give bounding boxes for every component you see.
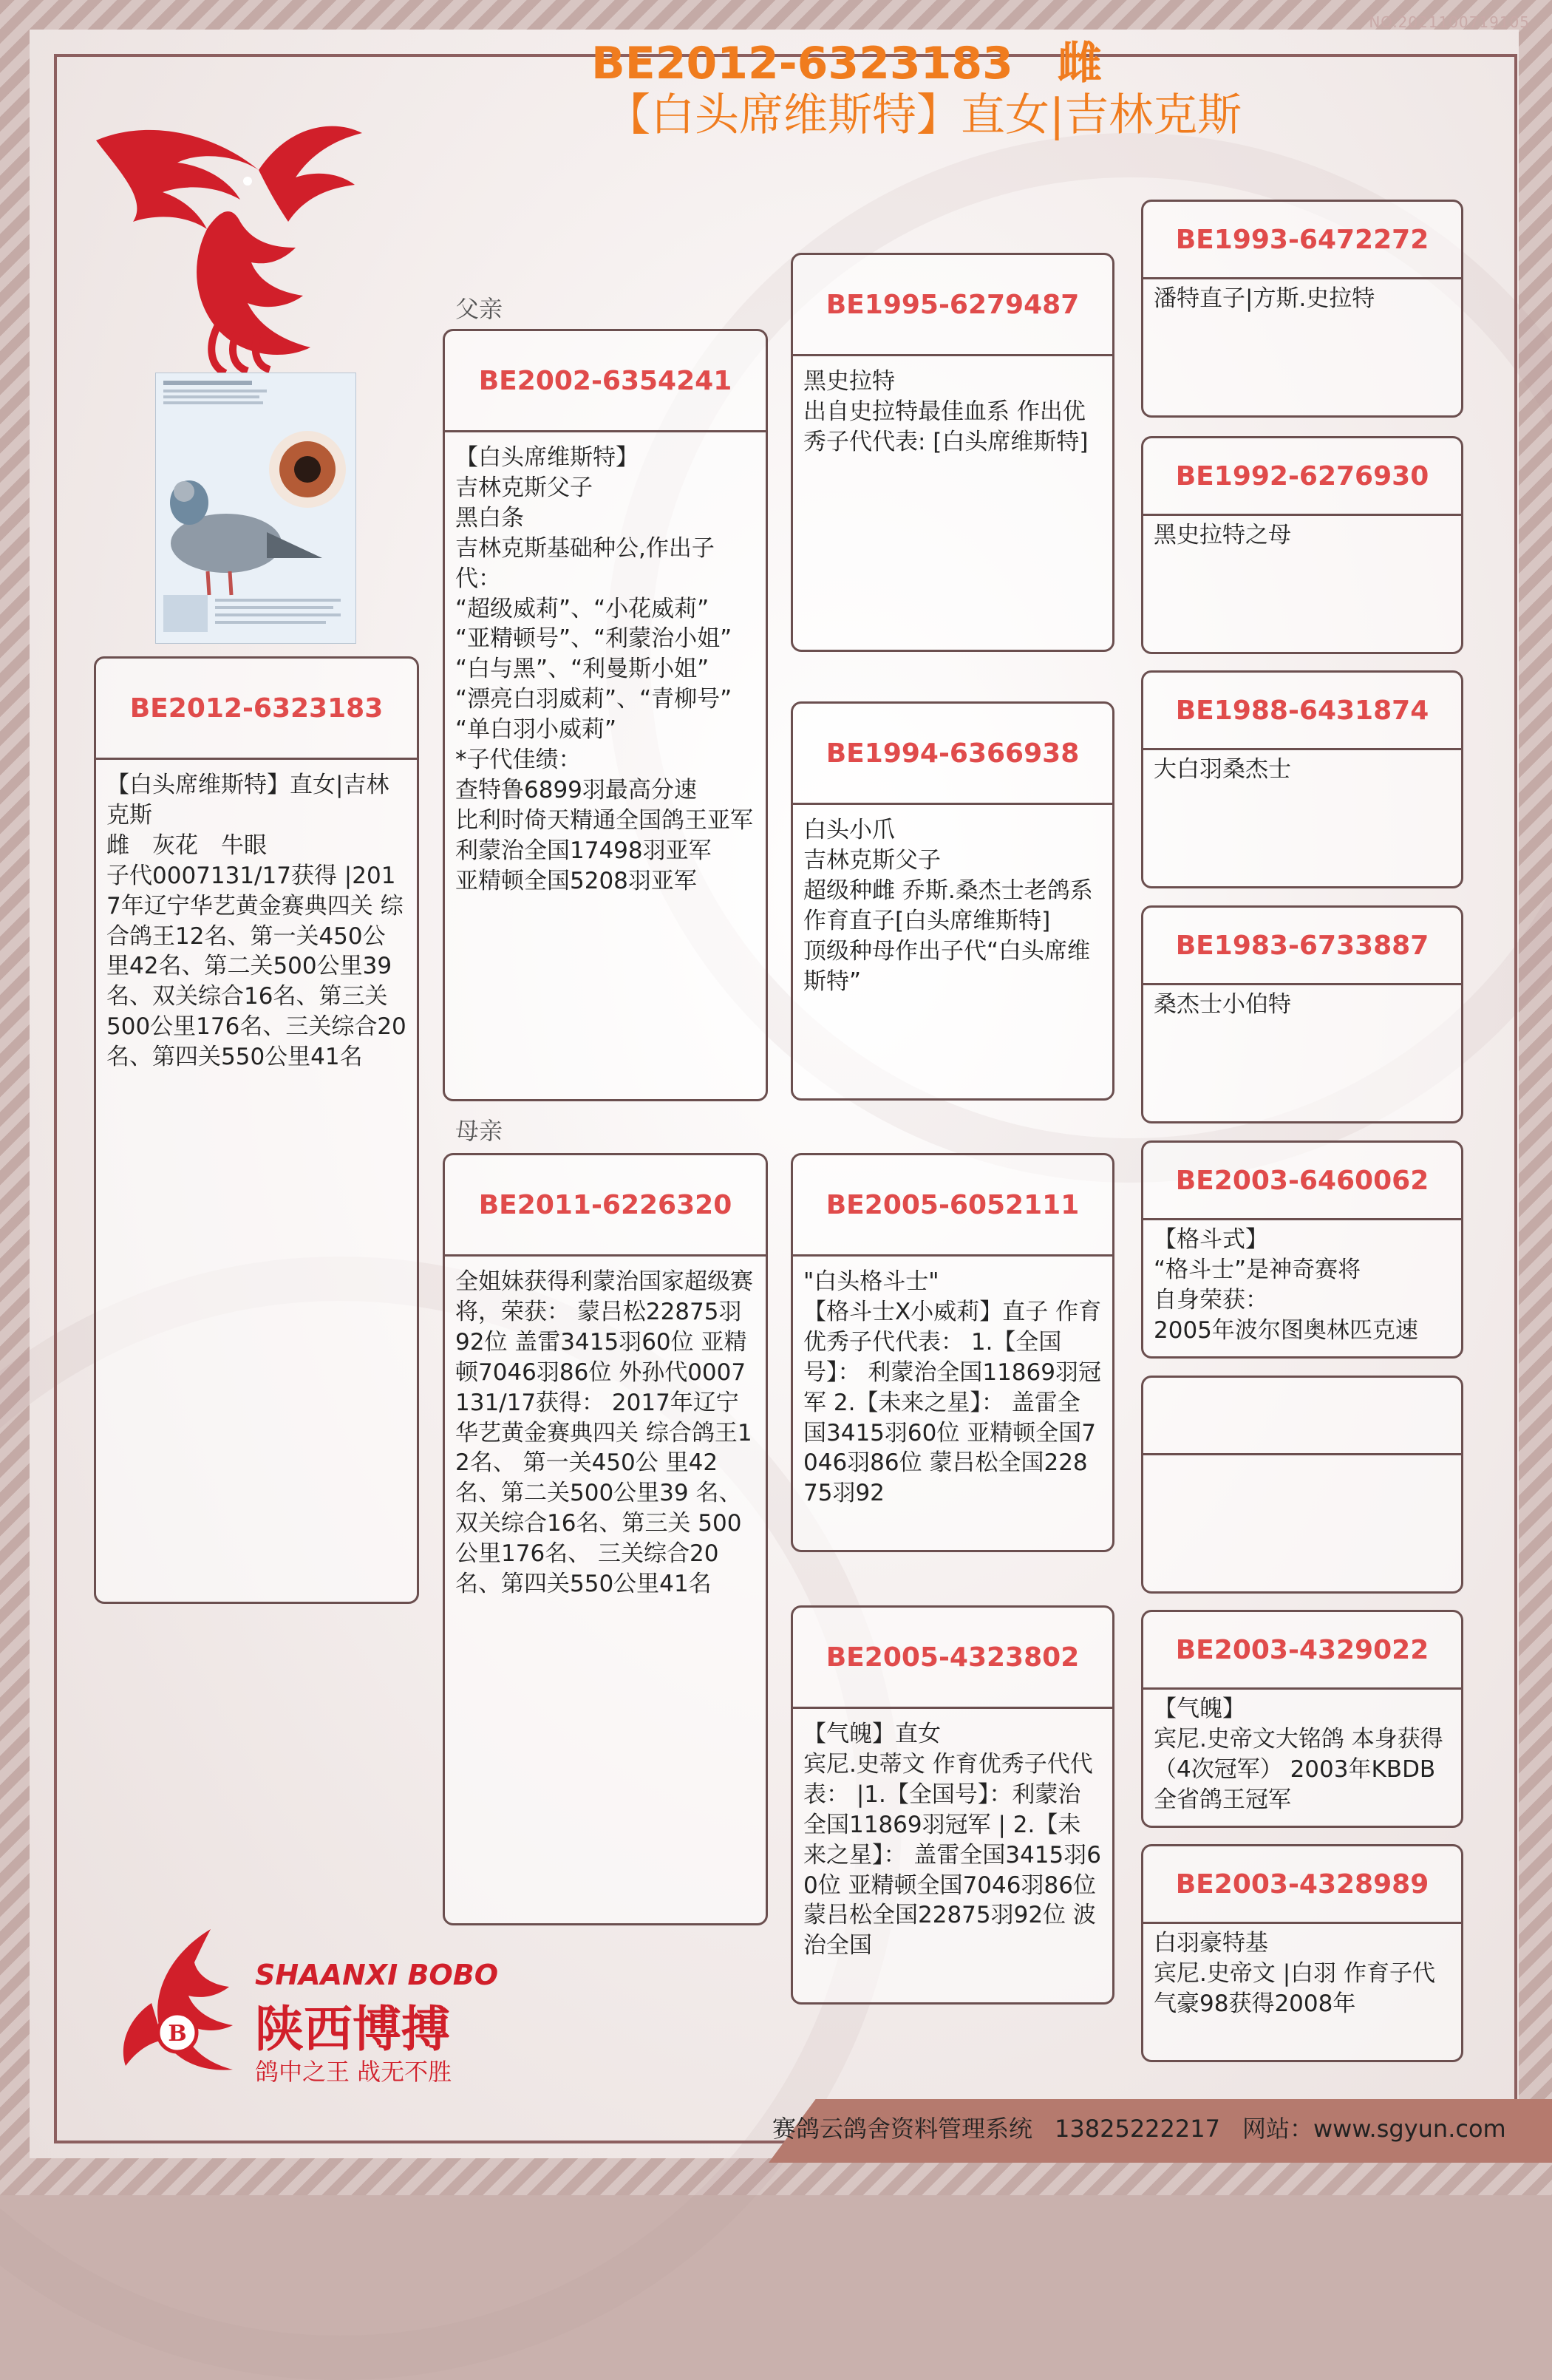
title-ring: BE2012-6323183 bbox=[591, 38, 1013, 89]
grandparent-ring: BE1995-6279487 bbox=[793, 255, 1112, 356]
grandparent-notes: 【气魄】直女 宾尼.史蒂文 作育优秀子代代表： |1.【全国号】：利蒙治全国11869羽冠军 | 2.【未来之星】： 盖雷全国3415羽60位 亚精顿全国7046羽86位 蒙吕松全国22875羽92位 波治全国 bbox=[803, 1721, 1101, 1959]
father-label: 父亲 bbox=[455, 295, 503, 323]
grandparent-notes: "白头格斗士" 【格斗士X小威莉】直子 作育优秀子代代表： 1.【全国号】： 利蒙治全国11869羽冠军 2.【未来之星】： 盖雷全国3415羽60位 亚精顿全国7046羽86位 蒙吕松全国22875羽92 bbox=[803, 1268, 1102, 1507]
mother-label: 母亲 bbox=[455, 1117, 503, 1145]
grandparent-card bbox=[791, 253, 1114, 652]
footer-info bbox=[772, 2110, 1528, 2144]
great-grandparent-card bbox=[1141, 1376, 1463, 1594]
great-grandparent-card bbox=[1141, 670, 1463, 888]
grandparent-ring: BE1994-6366938 bbox=[793, 704, 1112, 805]
dam-notes: 全姐妹获得利蒙治国家超级赛将，荣获： 蒙吕松22875羽92位 盖雷3415羽60位 亚精顿7046羽86位 外孙代0007131/17获得： 2017年辽宁华艺黄金赛典四关 综合鸽王12名、 第一关450公 里42名、第二关500公里39 名、 双关综合16名、第三关 500公里176名、 三关综合20名、第四关550公里41名 bbox=[455, 1268, 753, 1598]
brand-name-en: SHAANXI BOBO bbox=[255, 1959, 498, 1991]
title-sex: 雌 bbox=[1057, 38, 1102, 89]
subject-ring: BE2012-6323183 bbox=[96, 659, 417, 760]
pigeon-image-icon bbox=[156, 373, 355, 643]
great-grandparent-card bbox=[1141, 1140, 1463, 1359]
sire-card bbox=[443, 329, 768, 1101]
sire-ring: BE2002-6354241 bbox=[445, 331, 766, 432]
great-grandparent-notes: 【格斗式】 “格斗士”是神奇赛将 自身荣获： 2005年波尔图奥林匹克速 bbox=[1154, 1226, 1418, 1344]
great-grandparent-ring: BE2003-6460062 bbox=[1143, 1143, 1461, 1220]
grandparent-card bbox=[791, 701, 1114, 1101]
great-grandparent-card bbox=[1141, 436, 1463, 654]
brand-name-cn: 陕西博搏 bbox=[255, 2001, 450, 2058]
great-grandparent-notes: 黑史拉特之母 bbox=[1154, 522, 1291, 548]
great-grandparent-ring bbox=[1143, 1378, 1461, 1455]
footer-phone: 13825222217 bbox=[1055, 2115, 1220, 2143]
great-grandparent-notes: 潘特直子|方斯.史拉特 bbox=[1154, 285, 1375, 312]
serial-number: NO.2021100719105 bbox=[1369, 13, 1530, 31]
dam-ring: BE2011-6226320 bbox=[445, 1155, 766, 1257]
great-grandparent-notes: 大白羽桑杰士 bbox=[1154, 756, 1291, 783]
great-grandparent-ring: BE2003-4328989 bbox=[1143, 1846, 1461, 1924]
grandparent-notes: 白头小爪 吉林克斯父子 超级种雌 乔斯.桑杰士老鸽系 作育直子[白头席维斯特] 顶级种母作出子代“白头席维斯特” bbox=[803, 817, 1093, 995]
great-grandparent-ring: BE1993-6472272 bbox=[1143, 202, 1461, 279]
great-grandparent-card bbox=[1141, 1844, 1463, 2062]
brand-phoenix-icon bbox=[107, 1922, 255, 2084]
subject-notes: 【白头席维斯特】直女|吉林克斯 雌 灰花 牛眼 子代0007131/17获得 |2017年辽宁华艺黄金赛典四关 综合鸽王12名、第一关450公 里42名、第二关500公里39 名、双关综合16名、第三关 500公里176名、三关综合20 名、第四关550公里41名 bbox=[106, 772, 406, 1071]
grandparent-ring: BE2005-4323802 bbox=[793, 1608, 1112, 1709]
great-grandparent-notes: 桑杰士小伯特 bbox=[1154, 991, 1291, 1018]
great-grandparent-card bbox=[1141, 200, 1463, 418]
great-grandparent-ring: BE1992-6276930 bbox=[1143, 438, 1461, 516]
grandparent-ring: BE2005-6052111 bbox=[793, 1155, 1112, 1257]
great-grandparent-card bbox=[1141, 1610, 1463, 1828]
grandparent-card bbox=[791, 1605, 1114, 2005]
subject-card bbox=[94, 656, 419, 1604]
brand-slogan: 鸽中之王 战无不胜 bbox=[255, 2058, 452, 2086]
great-grandparent-ring: BE2003-4329022 bbox=[1143, 1612, 1461, 1690]
footer-system: 赛鸽云鸽舍资料管理系统 bbox=[772, 2115, 1033, 2143]
brand-logo-letter: B bbox=[168, 2021, 187, 2047]
great-grandparent-ring: BE1988-6431874 bbox=[1143, 673, 1461, 750]
footer-website: 网站：www.sgyun.com bbox=[1242, 2115, 1506, 2143]
great-grandparent-ring: BE1983-6733887 bbox=[1143, 908, 1461, 985]
dam-card bbox=[443, 1153, 768, 1925]
phoenix-logo-icon bbox=[89, 111, 370, 377]
grandparent-notes: 黑史拉特 出自史拉特最佳血系 作出优秀子代代表: [白头席维斯特] bbox=[803, 368, 1089, 455]
great-grandparent-notes: 白羽豪特基 宾尼.史帝文 |白羽 作育子代气豪98获得2008年 bbox=[1154, 1930, 1436, 2017]
grandparent-card bbox=[791, 1153, 1114, 1552]
sire-notes: 【白头席维斯特】 吉林克斯父子 黑白条 吉林克斯基础种公,作出子代： “超级威莉”、“小花威莉” “亚精顿号”、“利蒙治小姐” “白与黑”、“利曼斯小姐” “漂亮白羽威莉”、“青柳号” “单白羽小威莉” *子代佳绩： 查特鲁6899羽最高分速 比利时倚天精通全国鸽王亚军 利蒙治全国17498羽亚军 亚精顿全国5208羽亚军 bbox=[455, 444, 753, 894]
great-grandparent-notes bbox=[1143, 1455, 1461, 1464]
great-grandparent-card bbox=[1141, 905, 1463, 1123]
pigeon-photo bbox=[155, 373, 356, 644]
great-grandparent-notes: 【气魄】 宾尼.史帝文大铭鸽 本身获得（4次冠军） 2003年KBDB全省鸽王冠军 bbox=[1154, 1696, 1443, 1813]
page-subtitle: 【白头席维斯特】直女|吉林克斯 bbox=[606, 89, 1242, 141]
